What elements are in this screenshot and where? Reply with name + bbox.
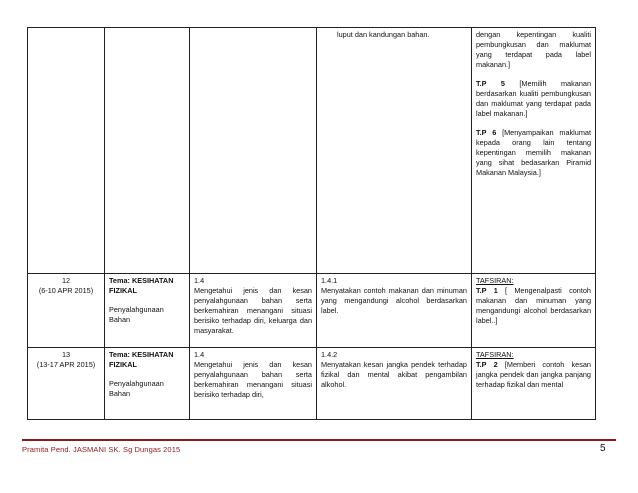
week-cell: [28, 28, 105, 274]
tp-level: T.P 5: [476, 79, 505, 88]
note-text: [Menyampaikan maklumat kepada orang lain tentang kepentingan memilih makanan yang sihat bedasarkan Piramid Makanan Malaysia.]: [476, 128, 591, 177]
theme-cell: [105, 348, 190, 420]
objective-text: luput dan kandungan bahan.: [337, 30, 430, 39]
week-dates: (6-10 APR 2015): [38, 286, 94, 295]
standard-code: 1.4: [194, 276, 205, 285]
objective-text: Menyatakan contoh makanan dan minuman yang mengandungi alcohol berdasarkan label.: [321, 286, 467, 315]
notes-cell: [472, 28, 596, 274]
week-dates: (13-17 APR 2015): [36, 360, 96, 369]
standard-cell: [190, 28, 317, 274]
table-row: [28, 274, 596, 348]
standard-text: Mengetahui jenis dan kesan penyalahgunaan bahan serta berkemahiran menangani situasi berisiko terhadap diri, keluarga dan masyarakat.: [194, 286, 312, 335]
week-cell: [28, 274, 105, 348]
tafsiran-cell: [472, 348, 596, 420]
theme-cell: [105, 28, 190, 274]
topic: Penyalahgunaan Bahan: [109, 379, 164, 398]
table-row: [28, 28, 596, 274]
tp-level: T.P 2: [476, 360, 498, 369]
objective-cell: [317, 28, 472, 274]
tafsiran-heading: TAFSIRAN:: [476, 350, 514, 359]
objective-code: 1.4.1: [321, 276, 338, 285]
topic: Penyalahgunaan Bahan: [109, 305, 164, 324]
note-text: [Memilih makanan berdasarkan kualiti pembungkusan dan maklumat yang terdapat pada label makanan.]: [476, 79, 592, 118]
objective-cell: [317, 274, 472, 348]
tp-text: [Memberi contoh kesan jangka pendek dan jangka panjang terhadap fizikal dan mental: [476, 360, 591, 389]
standard-code: 1.4: [194, 350, 205, 359]
theme-cell: [105, 274, 190, 348]
standard-text: Mengetahui jenis dan kesan penyalahgunaan bahan serta berkemahiran menangani situasi berisiko terhadap diri,: [194, 360, 312, 399]
note-text: dengan kepentingan kualiti pembungkusan dan maklumat yang terdapat pada label makanan.]: [476, 30, 591, 69]
standard-cell: [190, 348, 317, 420]
week-number: 12: [61, 276, 71, 285]
rpt-table: [27, 27, 596, 420]
tafsiran-cell: [472, 274, 596, 348]
tp-text: [ Mengenalpasti contoh makanan dan minuman yang mengandungi alcohol berdasarkan label..]: [476, 286, 591, 325]
objective-cell: [317, 348, 472, 420]
theme-title: Tema: KESIHATAN FIZIKAL: [109, 350, 174, 369]
objective-code: 1.4.2: [321, 350, 338, 359]
page-number: 5: [600, 443, 606, 454]
week-number: 13: [61, 350, 71, 359]
theme-title: Tema: KESIHATAN FIZIKAL: [109, 276, 174, 295]
week-cell: [28, 348, 105, 420]
tafsiran-heading: TAFSIRAN:: [476, 276, 514, 285]
footer-text: Pramita Pend. JASMANI SK. Sg Dungas 2015: [22, 445, 181, 454]
footer-divider: [22, 439, 616, 441]
table-row: [28, 348, 596, 420]
tp-level: T.P 6: [476, 128, 497, 137]
tp-level: T.P 1: [476, 286, 498, 295]
objective-text: Menyatakan kesan jangka pendek terhadap fizikal dan mental akibat pengambilan alkohol.: [321, 360, 467, 389]
standard-cell: [190, 274, 317, 348]
